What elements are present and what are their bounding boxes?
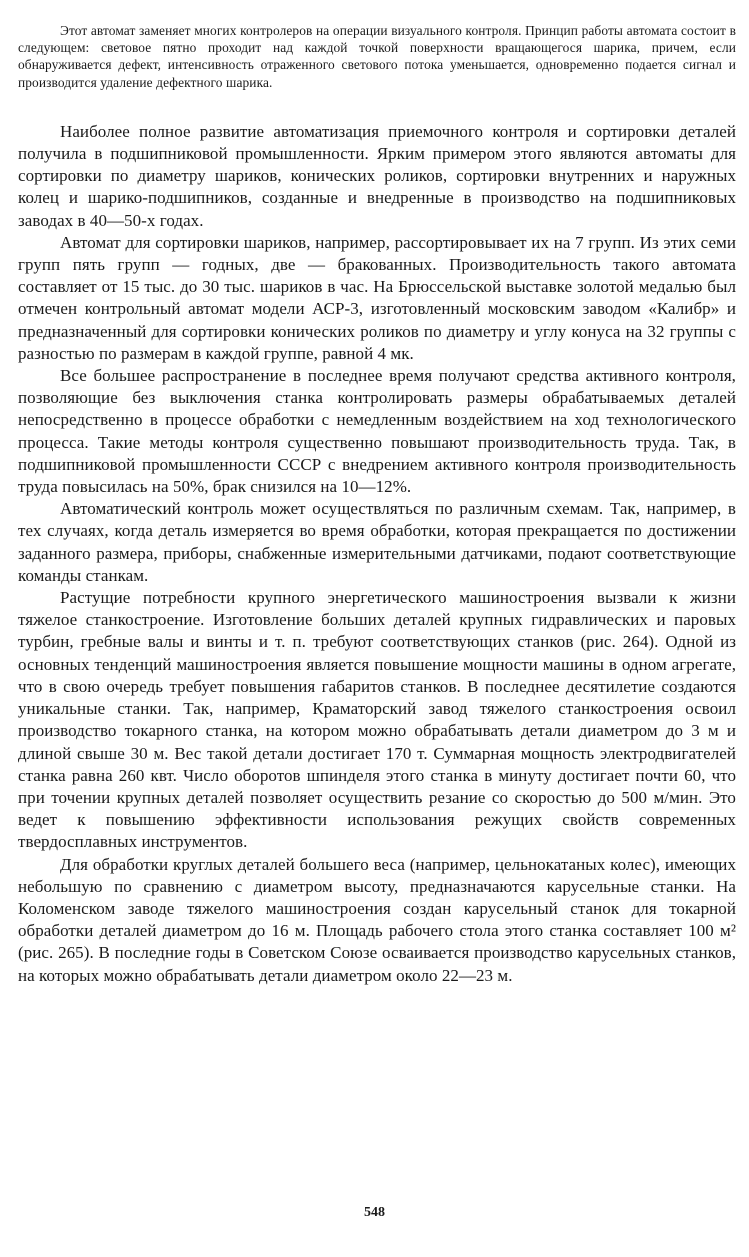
small-print-note: Этот автомат заменяет многих контролеров на операции визуального контроля. Принцип работы автомата состоит в следующем: световое пятно проходит над каждой точкой поверхности вращающегося шарика, причем, если обнаруживается дефект, интенсивность отраженного светового потока уменьшается, одновременно подается сигнал и производится удаление дефектного шарика. bbox=[18, 23, 736, 90]
book-page bbox=[18, 22, 736, 1232]
paragraph-control-schemes: Автоматический контроль может осуществляться по различным схемам. Так, например, в тех случаях, когда деталь измеряется во время обработки, которая прекращается по достижении заданного размера, приборы, снабженные измерительными датчиками, подают соответствующие команды станкам. bbox=[18, 499, 736, 585]
paragraph-carousel-lathes: Для обработки круглых деталей большего веса (например, цельнокатаных колес), имеющих небольшую по сравнению с диаметром высоту, предназначаются карусельные станки. На Коломенском заводе тяжелого машиностроения создан карусельный станок для токарной обработки деталей диаметром до 16 м. Площадь рабочего стола этого станка составляет 100 м² (рис. 265). В последние годы в Советском Союзе осваивается производство карусельных станков, на которых можно обрабатывать детали диаметром около 22—23 м. bbox=[18, 854, 736, 985]
paragraph-ball-sorting: Автомат для сортировки шариков, например, рассортировывает их на 7 групп. Из этих семи групп пять групп — годных, две — бракованных. Производительность такого автомата составляет от 15 тыс. до 30 тыс. шариков в час. На Брюссельской выставке золотой медалью был отмечен контрольный автомат модели АСР-3, изготовленный московским заводом «Калибр» и предназначенный для сортировки конических роликов по диаметру и углу конуса на 32 группы с разностью по размерам в каждой группе, равной 4 мк. bbox=[18, 232, 736, 363]
paragraph-active-control: Все большее распространение в последнее время получают средства активного контроля, позволяющие без выключения станка контролировать размеры обрабатываемых деталей непосредственно в процессе обработки с немедленным воздействием на ход технологического процесса. Такие методы контроля существенно повышают производительность труда. Так, в подшипниковой промышленности СССР с внедрением активного контроля производительность труда повысилась на 50%, брак снизился на 10—12%. bbox=[18, 366, 736, 497]
main-body-text bbox=[18, 121, 736, 987]
paragraph-heavy-machine-tools: Растущие потребности крупного энергетического машиностроения вызвали к жизни тяжелое станкостроение. Изготовление больших деталей крупных гидравлических и паровых турбин, гребные валы и винты и т. п. требуют соответствующих станков (рис. 264). Одной из основных тенденций машиностроения является повышение мощности машины в одном агрегате, что в свою очередь требует повышения габаритов станков. В последнее десятилетие создаются уникальные станки. Так, например, Краматорский завод тяжелого станкостроения освоил производство токарного станка, на котором можно обрабатывать детали диаметром до 3 м и длиной свыше 30 м. Вес такой детали достигает 170 т. Суммарная мощность электродвигателей станка равна 260 квт. Число оборотов шпинделя этого станка в минуту достигает почти 60, что при точении крупных деталей позволяет осуществить резание со скоростью до 500 м/мин. Это ведет к повышению эффективности использования режущих свойств современных твердосплавных инструментов. bbox=[18, 588, 736, 852]
paragraph-bearing-industry: Наиболее полное развитие автоматизация приемочного контроля и сортировки деталей получила в подшипниковой промышленности. Ярким примером этого являются автоматы для сортировки по диаметру шариков, конических роликов, сортировки внутренних и наружных колец и шарико-подшипников, созданные и внедренные в производство на подшипниковых заводах в 40—50-х годах. bbox=[18, 121, 736, 230]
page-number: 548 bbox=[364, 1205, 385, 1220]
